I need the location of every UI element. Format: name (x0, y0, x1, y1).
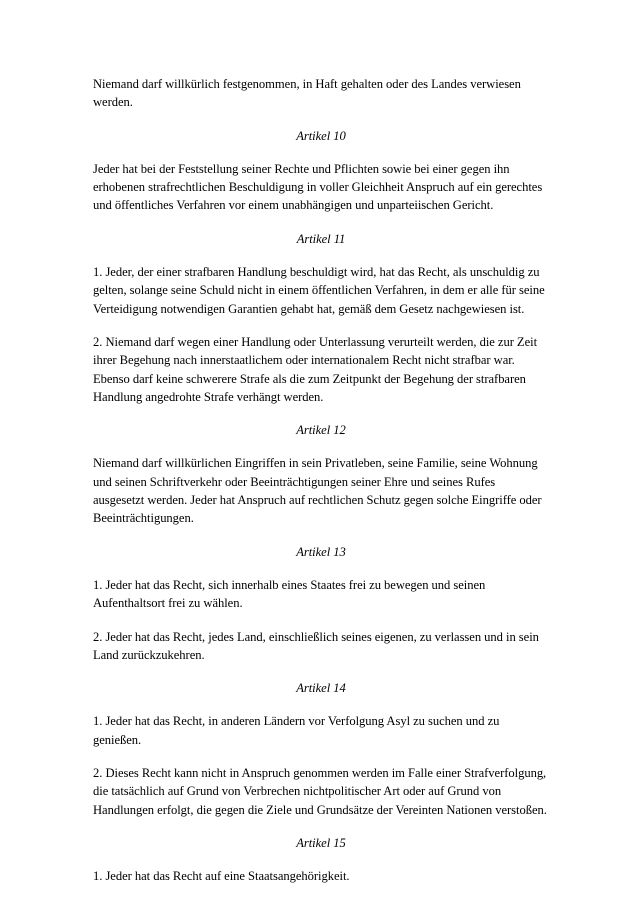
heading-artikel-14: Artikel 14 (296, 681, 346, 696)
heading-artikel-11: Artikel 11 (296, 231, 346, 246)
paragraph-art11-1: 1. Jeder, der einer strafbaren Handlung beschuldigt wird, hat das Recht, als unschuldig zu gelten, solange seine Schuld nicht in einem öffentlichen Verfahren, in dem er alle für seine Verteidigung notwendigen Garantien gehabt hat, gemäß dem Gesetz nachgewiesen ist. (93, 265, 545, 316)
heading-artikel-10: Artikel 10 (296, 128, 346, 143)
paragraph-art15-1: 1. Jeder hat das Recht auf eine Staatsangehörigkeit. (93, 869, 350, 884)
heading-artikel-15: Artikel 15 (296, 835, 346, 850)
heading-artikel-13: Artikel 13 (296, 544, 346, 559)
paragraph-art10-text: Jeder hat bei der Feststellung seiner Rechte und Pflichten sowie bei einer gegen ihn erhobenen strafrechtlichen Beschuldigung in voller Gleichheit Anspruch auf ein gerechtes und öffentliches Verfahren vor einem unabhängigen und unparteiischen Gericht. (93, 161, 543, 213)
paragraph-art13-2: 2. Jeder hat das Recht, jedes Land, einschließlich seines eigenen, zu verlassen und in sein Land zurückzukehren. (93, 629, 539, 662)
paragraph-art14-2: 2. Dieses Recht kann nicht in Anspruch genommen werden im Falle einer Strafverfolgung, die tatsächlich auf Grund von Verbrechen nichtpolitischer Art oder auf Grund von Handlungen erfolgt, die gegen die Ziele und Grundsätze der Vereinten Nationen verstoßen. (93, 766, 547, 817)
document-body (93, 75, 549, 901)
paragraph-art13-1: 1. Jeder hat das Recht, sich innerhalb eines Staates frei zu bewegen und seinen Aufenthaltsort frei zu wählen. (93, 577, 486, 611)
paragraph-art14-1: 1. Jeder hat das Recht, in anderen Ländern vor Verfolgung Asyl zu suchen und zu genießen. (93, 714, 500, 747)
paragraph-art11-2: 2. Niemand darf wegen einer Handlung oder Unterlassung verurteilt werden, die zur Zeit ihrer Begehung nach innerstaatlichem oder internationalem Recht nicht strafbar war. Ebenso darf keine schwerere Strafe als die zum Zeitpunkt der Begehung der strafbaren Handlung angedrohte Strafe verhängt werden. (93, 334, 538, 404)
heading-artikel-12: Artikel 12 (296, 423, 346, 438)
paragraph-art12-text: Niemand darf willkürlichen Eingriffen in sein Privatleben, seine Familie, seine Wohnung und seinen Schriftverkehr oder Beeinträchtigungen seiner Ehre und seines Rufes ausgesetzt werden. Jeder hat Anspruch auf rechtlichen Schutz gegen solche Eingriffe oder Beeinträchtigungen. (93, 456, 542, 526)
paragraph-art9-text: Niemand darf willkürlich festgenommen, in Haft gehalten oder des Landes verwiesen werden. (93, 77, 521, 110)
